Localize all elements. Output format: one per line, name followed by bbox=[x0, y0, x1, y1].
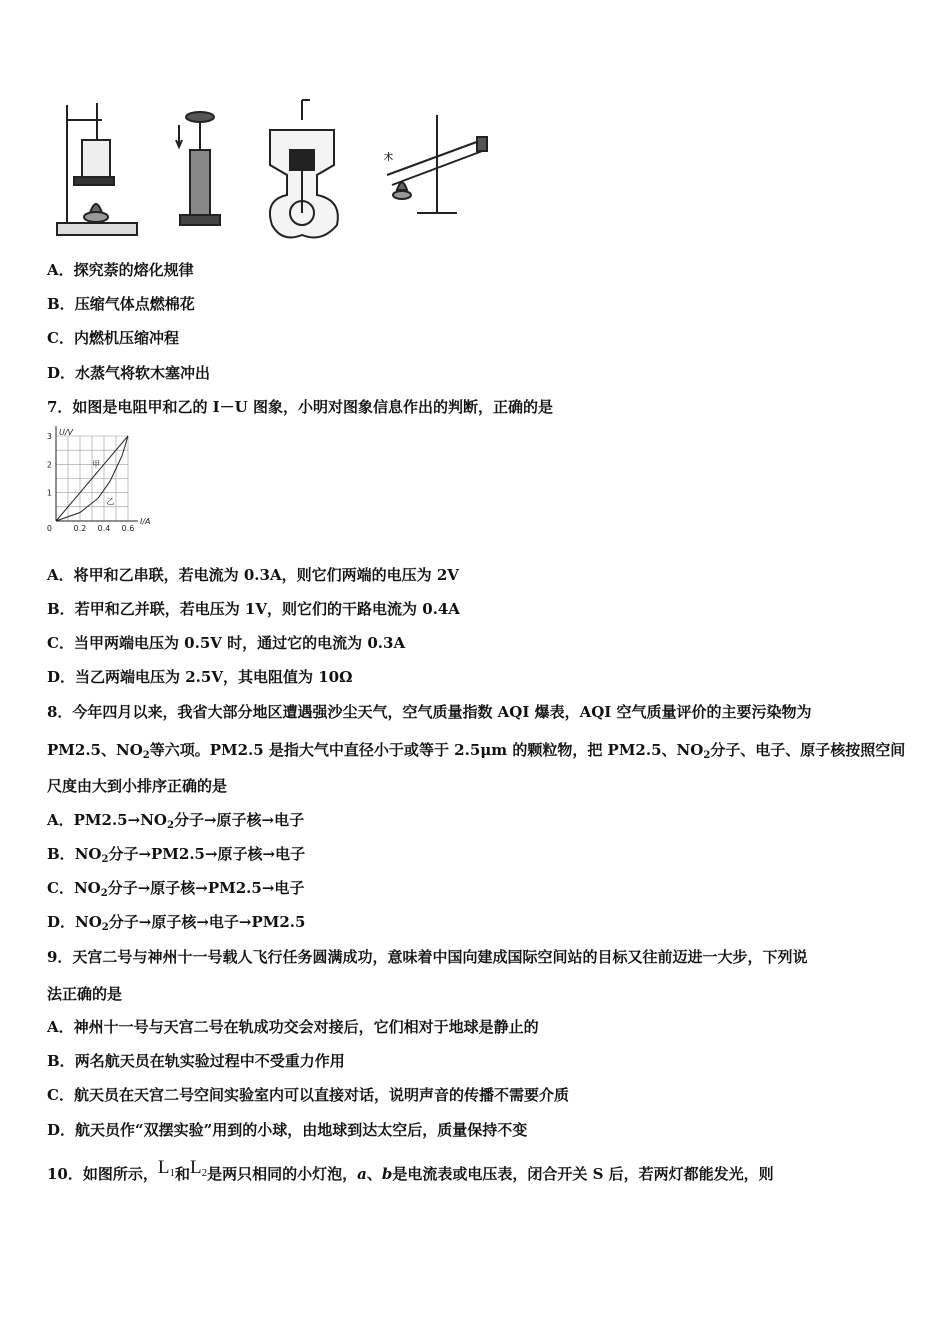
q8-option-d: D．$NO_2$分子→原子核→电子→PM2.5 bbox=[47, 913, 306, 933]
x-axis-label: I/A bbox=[140, 517, 151, 526]
q9-stem-line1: 9．天宫二号与神州十一号载人飞行任务圆满成功，意味着中国向建成国际空间站的目标又往前迈进一大步，下列说 bbox=[47, 948, 808, 966]
q9-option-a: A．神州十一号与天宫二号在轨成功交会对接后，它们相对于地球是静止的 bbox=[47, 1018, 539, 1036]
svg-text:木: 木 bbox=[384, 153, 394, 163]
figure-naphthalene-melting-apparatus bbox=[57, 103, 137, 235]
q9-option-d: D．航天员作“双摆实验”用到的小球，由地球到达太空后，质量保持不变 bbox=[47, 1121, 528, 1139]
q6-option-b: B．压缩气体点燃棉花 bbox=[47, 295, 195, 313]
q8-option-b: B．$NO_2$分子→PM2.5→原子核→电子 bbox=[47, 845, 306, 865]
q7-stem: 7．如图是电阻甲和乙的 I－U 图象，小明对图象信息作出的判断，正确的是 bbox=[47, 398, 553, 416]
origin-label: 0 bbox=[46, 524, 52, 533]
figure-compressed-air-cotton bbox=[176, 112, 220, 225]
x-tick-label: 0.2 bbox=[73, 524, 87, 533]
y-axis-label: U/V bbox=[59, 428, 74, 437]
q8-stem-line1: 8．今年四月以来，我省大部分地区遭遇强沙尘天气，空气质量指数 AQI 爆表，AQI 空气质量评价的主要污染物为 bbox=[47, 703, 812, 721]
q10-stem: 10．如图所示，$L_1$和$L_2$是两只相同的小灯泡，a、b是电流表或电压表，闭合开关 S 后，若两灯都能发光，则 bbox=[47, 1157, 774, 1183]
q9-option-b: B．两名航天员在轨实验过程中不受重力作用 bbox=[47, 1052, 345, 1070]
figure-steam-cork-apparatus bbox=[384, 115, 487, 213]
q6-option-c: C．内燃机压缩冲程 bbox=[47, 329, 179, 347]
y-tick-label: 1 bbox=[46, 488, 52, 498]
q8-option-c: C．$NO_2$分子→原子核→PM2.5→电子 bbox=[47, 879, 305, 899]
y-tick-label: 3 bbox=[46, 432, 52, 441]
lamp-l2-label: $L_2$ bbox=[190, 1157, 208, 1179]
q9-stem-line2: 法正确的是 bbox=[47, 985, 123, 1003]
q9-option-c: C．航天员在天宫二号空间实验室内可以直接对话，说明声音的传播不需要介质 bbox=[47, 1086, 569, 1104]
q6-option-a: A．探究萘的熔化规律 bbox=[47, 261, 194, 279]
q8-stem-line3: 尺度由大到小排序正确的是 bbox=[47, 777, 228, 795]
q7-option-d: D．当乙两端电压为 2.5V，其电阻值为 10Ω bbox=[47, 668, 353, 686]
lamp-l1-label: $L_1$ bbox=[157, 1157, 175, 1179]
x-tick-label: 0.6 bbox=[121, 524, 135, 533]
iu-chart bbox=[44, 426, 169, 534]
q6-apparatus-figures bbox=[52, 95, 502, 245]
q7-option-a: A．将甲和乙串联，若电流为 0.3A，则它们两端的电压为 2V bbox=[47, 566, 459, 584]
x-tick-label: 0.4 bbox=[97, 524, 111, 533]
series-label-jia: 甲 bbox=[92, 460, 100, 470]
q6-option-d: D．水蒸气将软木塞冲出 bbox=[47, 364, 211, 382]
q8-option-a: A．$PM2.5\to NO_2$分子→原子核→电子 bbox=[47, 811, 305, 831]
y-tick-label: 2 bbox=[46, 460, 52, 470]
figure-engine-compression-stroke bbox=[270, 100, 338, 237]
q7-option-c: C．当甲两端电压为 0.5V 时，通过它的电流为 0.3A bbox=[47, 634, 406, 652]
q8-stem-line2: PM2.5、$NO_2$等六项。PM2.5 是指大气中直径小于或等于 2.5μm 的颗粒物，把 PM2.5、$NO_2$分子、电子、原子核按照空间 bbox=[47, 741, 906, 761]
q7-option-b: B．若甲和乙并联，若电压为 1V，则它们的干路电流为 0.4A bbox=[47, 600, 460, 618]
series-label-yi: 乙 bbox=[106, 497, 115, 506]
